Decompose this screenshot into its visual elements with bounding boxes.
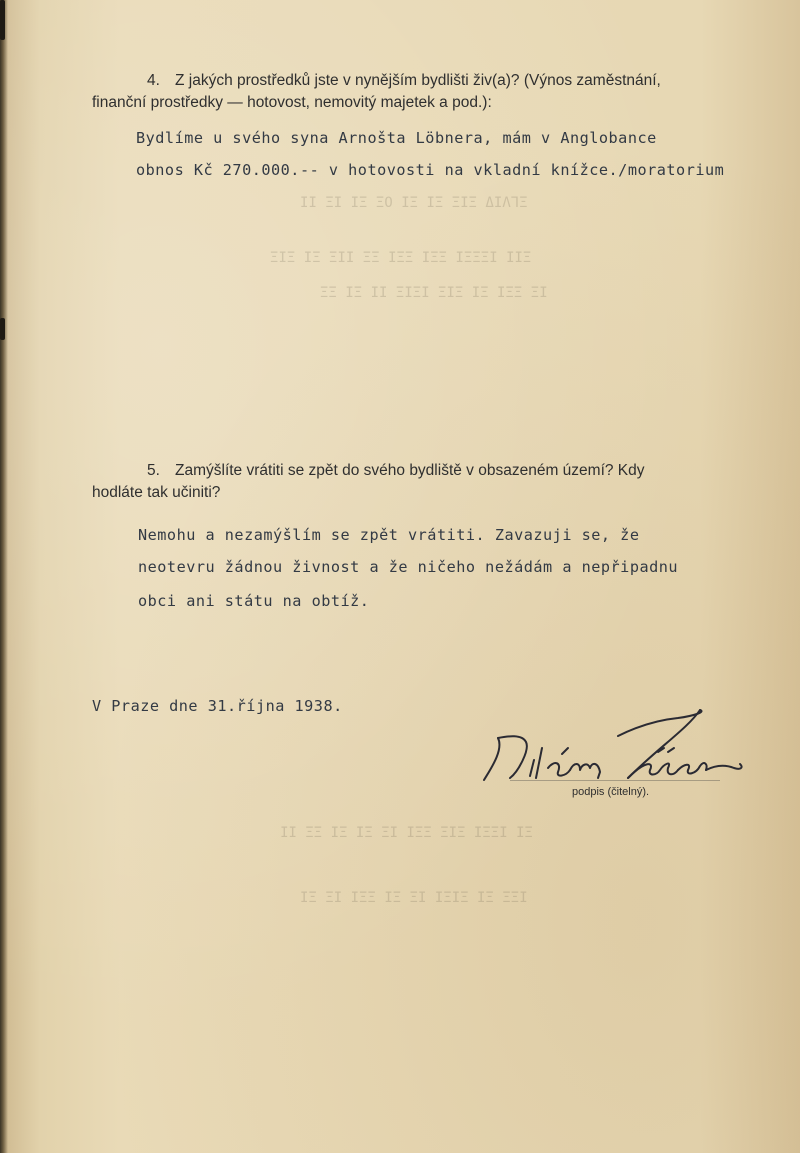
signature-line [510, 780, 720, 781]
question-5 [92, 460, 720, 504]
question-4 [92, 70, 720, 114]
bleed-through-text: ΞΓΛΙΔ ΞΙΞ ΞΙ ΞΙ ΟΞ ΞΙ ΙΞ ΙΙ [300, 195, 528, 211]
answer-4-line-1: Bydlíme u svého syna Arnošta Löbnera, mám v Anglobance [136, 129, 657, 147]
bleed-through-text: ΙΞ ΞΞΙ ΞΙ ΞΙΞ ΙΞΙΞ ΙΙ ΞΙ ΞΞ [320, 285, 548, 301]
answer-5-line-1: Nemohu a nezamýšlím se zpět vrátiti. Zavazuji se, že [138, 526, 640, 544]
edge-mark [0, 0, 5, 40]
question-number: 4. [147, 72, 160, 89]
question-text: finanční prostředky — hotovost, nemovitý majetek a pod.): [92, 94, 492, 111]
paper-left-edge [0, 0, 8, 1153]
edge-mark [0, 318, 5, 340]
signature-caption: podpis (čitelný). [572, 786, 650, 798]
question-text: Zamýšlíte vrátiti se zpět do svého bydliště v obsazeném území? Kdy [175, 462, 645, 479]
bleed-through-text: ΞΙ ΙΞΞΙ ΞΙΞ ΞΞΙ ΙΞ ΞΙ ΞΙ ΞΞ ΙΙ [280, 825, 533, 841]
date-line: V Praze dne 31.října 1938. [92, 697, 343, 715]
answer-5-line-3: obci ani státu na obtíž. [138, 592, 370, 610]
question-text: Z jakých prostředků jste v nynějším bydlišti živ(a)? (Výnos zaměstnání, [175, 72, 661, 89]
answer-5-line-2: neotevru žádnou živnost a že ničeho nežádám a nepřipadnu [138, 558, 679, 576]
bleed-through-text: ΙΞΞ ΞΙ ΞΙΞΙ ΙΞ ΞΙ ΞΞΙ ΙΞ ΞΙ [300, 890, 528, 906]
question-number: 5. [147, 462, 160, 479]
question-text: hodláte tak učiniti? [92, 484, 221, 501]
bleed-through-text: ΞΙΙ ΙΞΞΞΙ ΞΞΙ ΞΞΙ ΞΞ ΙΙΞ ΞΙ ΞΙΞ [270, 250, 532, 266]
handwritten-signature [478, 708, 748, 788]
answer-4-line-2: obnos Kč 270.000.-- v hotovosti na vkladní knížce./moratorium [136, 161, 725, 179]
